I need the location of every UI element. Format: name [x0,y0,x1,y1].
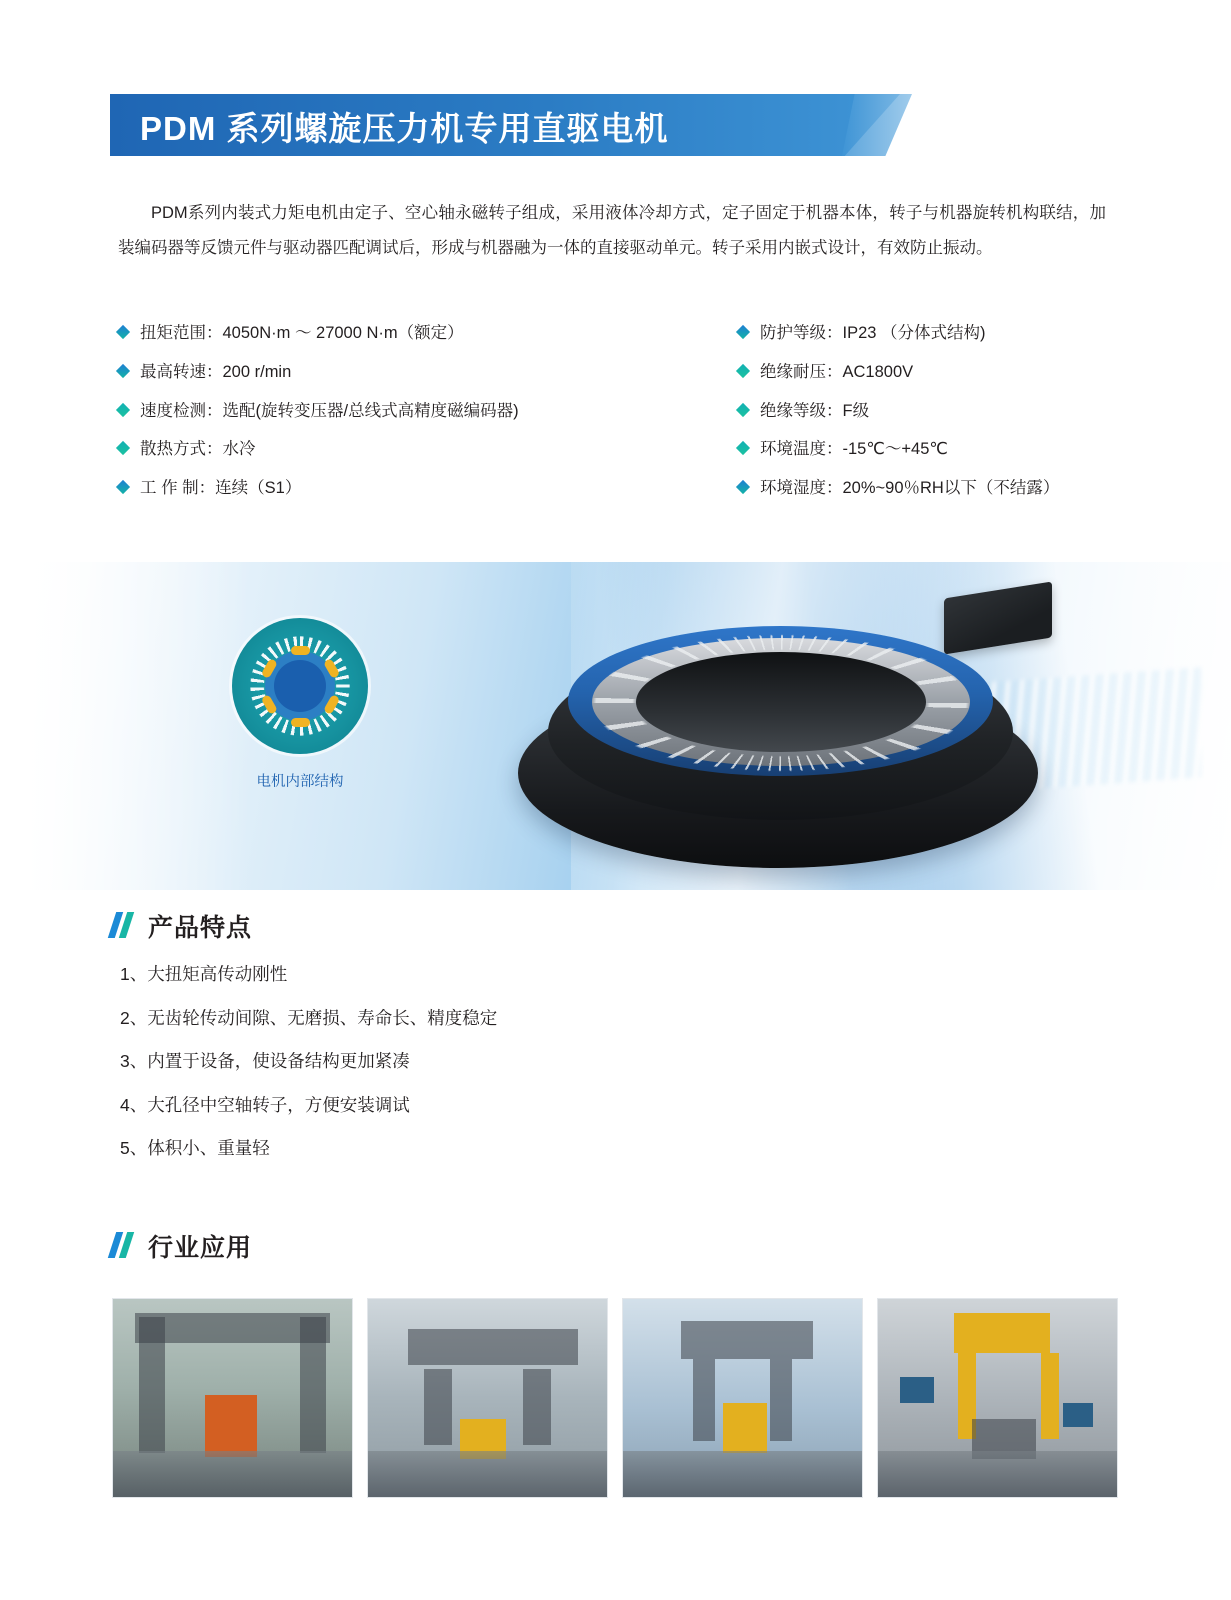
operator-panel [900,1377,934,1403]
press-crown [681,1321,813,1359]
spec-text: 防护等级：IP23 （分体式结构) [760,324,986,342]
diamond-bullet-icon [116,325,130,339]
spec-text: 扭矩范围：4050N·m ～ 27000 N·m（额定） [140,324,464,342]
title-banner [110,94,900,156]
press-column-right [1041,1353,1059,1439]
application-photo-4 [877,1298,1118,1498]
features-section-heading [112,908,252,944]
spec-item [738,322,1118,344]
list-item: 1、大扭矩高传动刚性 [120,964,288,984]
application-photo-1 [112,1298,353,1498]
factory-floor [878,1451,1117,1497]
press-column-left [424,1369,452,1445]
applications-title: 行业应用 [148,1234,253,1262]
applications-section-heading [112,1228,252,1264]
list-item: 4、大孔径中空轴转子，方便安装调试 [120,1094,410,1115]
spec-text: 速度检测：选配(旋转变压器/总线式高精度磁编码器) [140,401,519,420]
direct-drive-motor-photo [500,590,1070,890]
spec-text: 绝缘耐压：AC1800V [760,362,914,381]
features-list [120,966,1020,1184]
spec-column-left [118,322,618,516]
diamond-bullet-icon [116,402,130,416]
hero-left-fade [0,562,250,890]
diamond-bullet-icon [736,402,750,416]
application-photo-2 [367,1298,608,1498]
press-body [723,1403,767,1453]
spec-column-right [618,322,1118,516]
diamond-bullet-icon [736,441,750,455]
factory-floor [368,1451,607,1497]
list-item: 2、无齿轮传动间隙、无磨损、寿命长、精度稳定 [120,1007,498,1028]
slash-mark-icon [112,1232,134,1260]
spec-item [738,477,1118,499]
press-body [205,1395,257,1457]
diamond-bullet-icon [116,441,130,455]
features-title: 产品特点 [148,914,253,942]
spec-item [738,361,1118,383]
application-gallery [112,1298,1118,1498]
spec-text: 环境温度：-15℃～+45℃ [760,440,948,459]
slash-mark-icon [112,912,134,940]
spec-item [118,400,618,422]
spec-item [118,322,618,344]
junction-box [944,581,1052,654]
press-column-right [300,1317,326,1453]
factory-floor [113,1451,352,1497]
diamond-bullet-icon [116,480,130,494]
press-column-left [693,1359,715,1441]
press-column-left [139,1317,165,1453]
press-crown [954,1313,1050,1353]
spec-text: 最高转速：200 r/min [140,362,292,381]
diamond-bullet-icon [736,364,750,378]
hero-image-band [0,562,1231,890]
press-column-right [523,1369,551,1445]
spec-text: 工 作 制：连续（S1） [140,479,302,498]
spec-text: 散热方式：水冷 [140,440,256,459]
list-item: 5、体积小、重量轻 [120,1138,270,1158]
magnet-icon [291,718,310,727]
motor-internal-structure-icon [232,618,368,754]
spec-text: 环境湿度：20%~90％RH以下（不结露） [760,479,1060,498]
press-crown [408,1329,578,1365]
list-item: 3、内置于设备，使设备结构更加紧凑 [120,1051,410,1071]
page-title: PDM 系列螺旋压力机专用直驱电机 [140,110,669,147]
magnet-icon [291,646,310,655]
press-column-right [770,1359,792,1441]
spec-item [738,400,1118,422]
rotor-hub-icon [274,660,326,712]
spec-item [738,438,1118,460]
intro-paragraph: PDM系列内装式力矩电机由定子、空心轴永磁转子组成，采用液体冷却方式，定子固定于机器本体，转子与机器旋转机构联结，加装编码器等反馈元件与驱动器匹配调试后，形成与机器融为一体的直接驱动单元。转子采用内嵌式设计，有效防止振动。 [118,204,1106,257]
spec-list [118,322,1118,516]
application-photo-3 [622,1298,863,1498]
motor-center-bore [636,652,926,752]
diamond-bullet-icon [736,325,750,339]
spec-item [118,361,618,383]
spec-text: 绝缘等级：F级 [760,401,870,420]
diamond-bullet-icon [736,480,750,494]
spec-item [118,477,618,499]
spec-item [118,438,618,460]
control-display [1063,1403,1093,1427]
motor-icon-caption: 电机内部结构 [256,774,344,790]
factory-floor [623,1451,862,1497]
diamond-bullet-icon [116,364,130,378]
